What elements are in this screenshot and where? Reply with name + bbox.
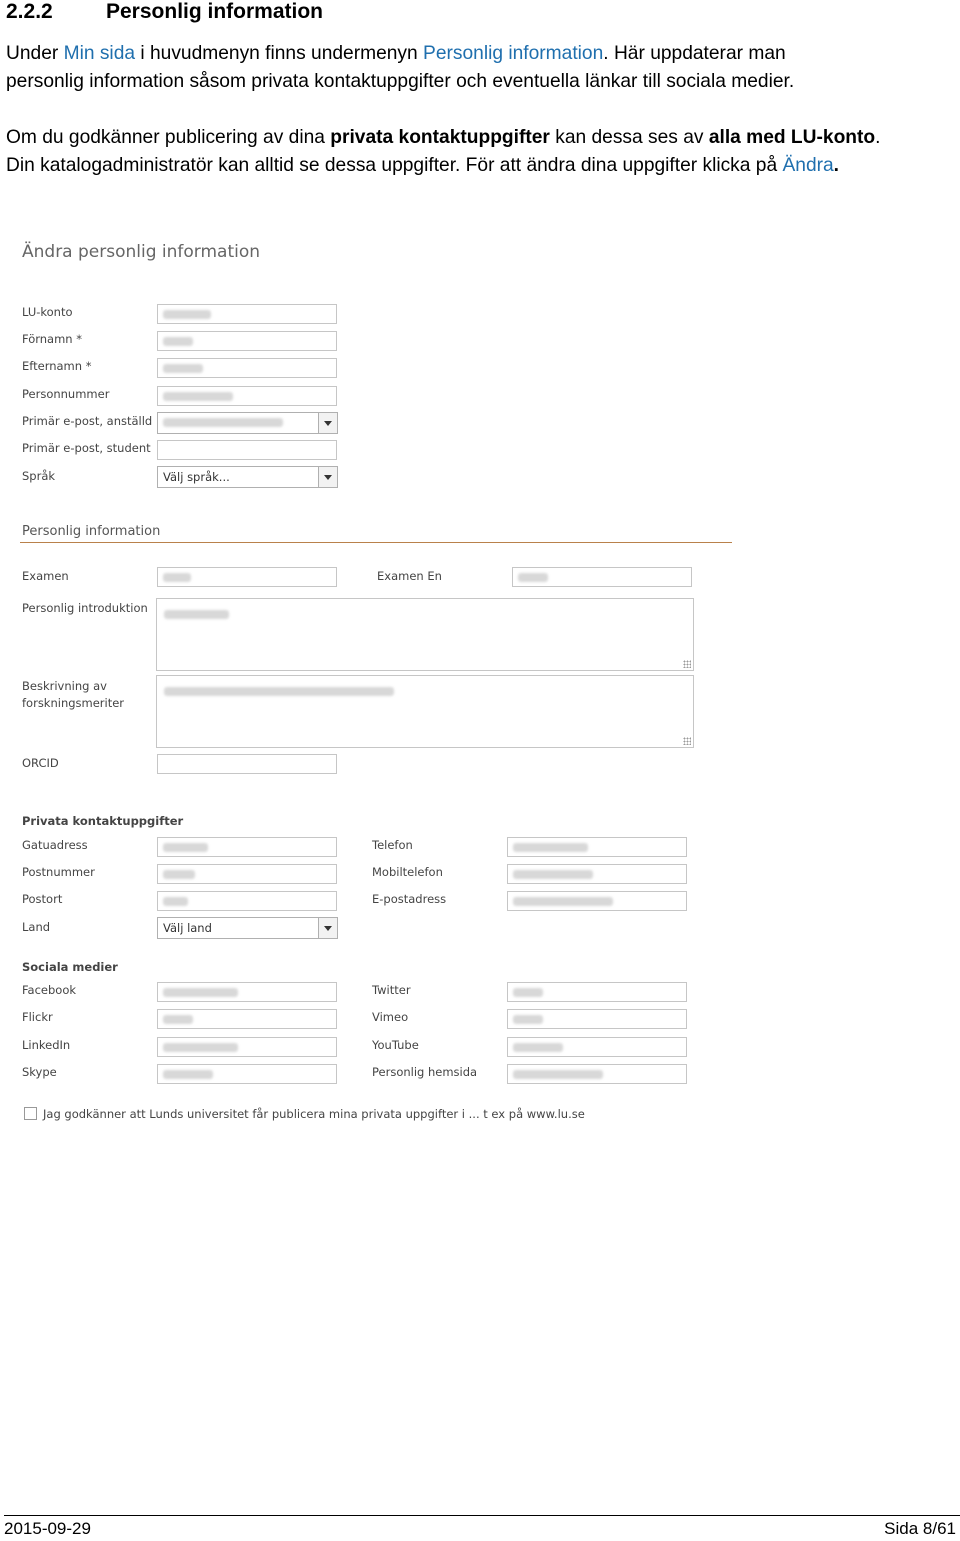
label-examen-en: Examen En [377,569,442,583]
label-personlig-introduktion: Personlig introduktion [22,601,148,615]
sprak-select[interactable] [157,466,338,488]
primar-epost-anstalld-select[interactable] [157,412,338,434]
text: Om du godkänner publicering av dina [6,127,331,148]
label-fornamn: Förnamn * [22,332,82,346]
label-linkedin: LinkedIn [22,1038,71,1052]
sprak-select-value: Välj språk... [163,470,230,484]
label-personlig-hemsida: Personlig hemsida [372,1065,478,1079]
personal-section-heading: Personlig information [22,524,161,539]
e-postadress-field[interactable] [507,891,687,911]
personlig-introduktion-textarea[interactable] [156,598,694,671]
footer-page-number: Sida 8/61 [884,1519,956,1538]
chevron-down-icon [318,918,337,938]
resize-grip-icon[interactable] [683,660,691,668]
label-telefon: Telefon [372,838,413,852]
label-primar-epost-anstalld: Primär e-post, anställd [22,414,153,428]
label-primar-epost-student: Primär e-post, student [22,441,151,455]
examen-field[interactable] [157,567,337,587]
orcid-field[interactable] [157,754,337,774]
land-select[interactable] [157,917,338,939]
footer-divider [4,1515,960,1516]
skype-field[interactable] [157,1064,337,1084]
label-examen: Examen [22,569,69,583]
footer-date: 2015-09-29 [4,1519,91,1538]
contact-heading: Privata kontaktuppgifter [22,814,184,828]
andra-link[interactable]: Ändra [782,155,834,176]
text: i huvudmenyn finns undermenyn [135,43,424,64]
linkedin-field[interactable] [157,1037,337,1057]
label-facebook: Facebook [22,983,77,997]
text: kan dessa ses av [549,127,709,148]
label-mobiltelefon: Mobiltelefon [372,865,443,879]
mobiltelefon-field[interactable] [507,864,687,884]
label-beskrivning-forskningsmeriter [22,678,124,712]
personlig-information-link[interactable]: Personlig information [423,43,604,64]
label-skype: Skype [22,1065,57,1079]
label-orcid: ORCID [22,756,59,770]
bold-text: privata kontaktuppgifter [330,127,550,148]
vimeo-field[interactable] [507,1009,687,1029]
label-e-postadress: E-postadress [372,892,447,906]
youtube-field[interactable] [507,1037,687,1057]
lu-konto-field[interactable] [157,304,337,324]
label-twitter: Twitter [372,983,411,997]
label-flickr: Flickr [22,1010,53,1024]
gatuadress-field[interactable] [157,837,337,857]
label-vimeo: Vimeo [372,1010,409,1024]
consent-checkbox[interactable] [24,1107,37,1120]
personlig-hemsida-field[interactable] [507,1064,687,1084]
primar-epost-student-field[interactable] [157,440,337,460]
twitter-field[interactable] [507,982,687,1002]
consent-label: Jag godkänner att Lunds universitet får publicera mina privata uppgifter i ... t ex på www.lu.se [43,1107,585,1121]
facebook-field[interactable] [157,982,337,1002]
min-sida-link[interactable]: Min sida [63,43,136,64]
bold-text: alla med LU-konto [708,127,876,148]
postort-field[interactable] [157,891,337,911]
text: Din katalogadministratör kan alltid se dessa uppgifter. För att ändra dina uppgifter klicka på [6,155,783,176]
forskningsmeriter-textarea[interactable] [156,675,694,748]
fornamn-field[interactable] [157,331,337,351]
efternamn-field[interactable] [157,358,337,378]
form-title: Ändra personlig information [22,242,261,262]
label-personnummer: Personnummer [22,387,110,401]
postnummer-field[interactable] [157,864,337,884]
land-select-value: Välj land [163,921,212,935]
section-divider [20,542,732,543]
chevron-down-icon [318,467,337,487]
label-youtube: YouTube [372,1038,419,1052]
examen-en-field[interactable] [512,567,692,587]
social-heading: Sociala medier [22,960,118,974]
label-gatuadress: Gatuadress [22,838,88,852]
text: . [833,155,840,176]
chevron-down-icon [318,413,337,433]
label-lu-konto: LU-konto [22,305,73,319]
flickr-field[interactable] [157,1009,337,1029]
personnummer-field[interactable] [157,386,337,406]
text: . Här uppdaterar man [603,43,786,64]
section-number: 2.2.2 [6,0,53,23]
resize-grip-icon[interactable] [683,737,691,745]
label-land: Land [22,920,51,934]
text: . [875,127,881,148]
label-postort: Postort [22,892,63,906]
section-title: Personlig information [106,0,324,23]
label-line: forskningsmeriter [22,696,125,710]
text: Under [6,43,64,64]
label-postnummer: Postnummer [22,865,95,879]
label-efternamn: Efternamn * [22,359,92,373]
label-sprak: Språk [22,469,56,483]
telefon-field[interactable] [507,837,687,857]
text: personlig information såsom privata kontaktuppgifter och eventuella länkar till sociala medier. [6,71,795,92]
label-line: Beskrivning av [22,679,107,693]
